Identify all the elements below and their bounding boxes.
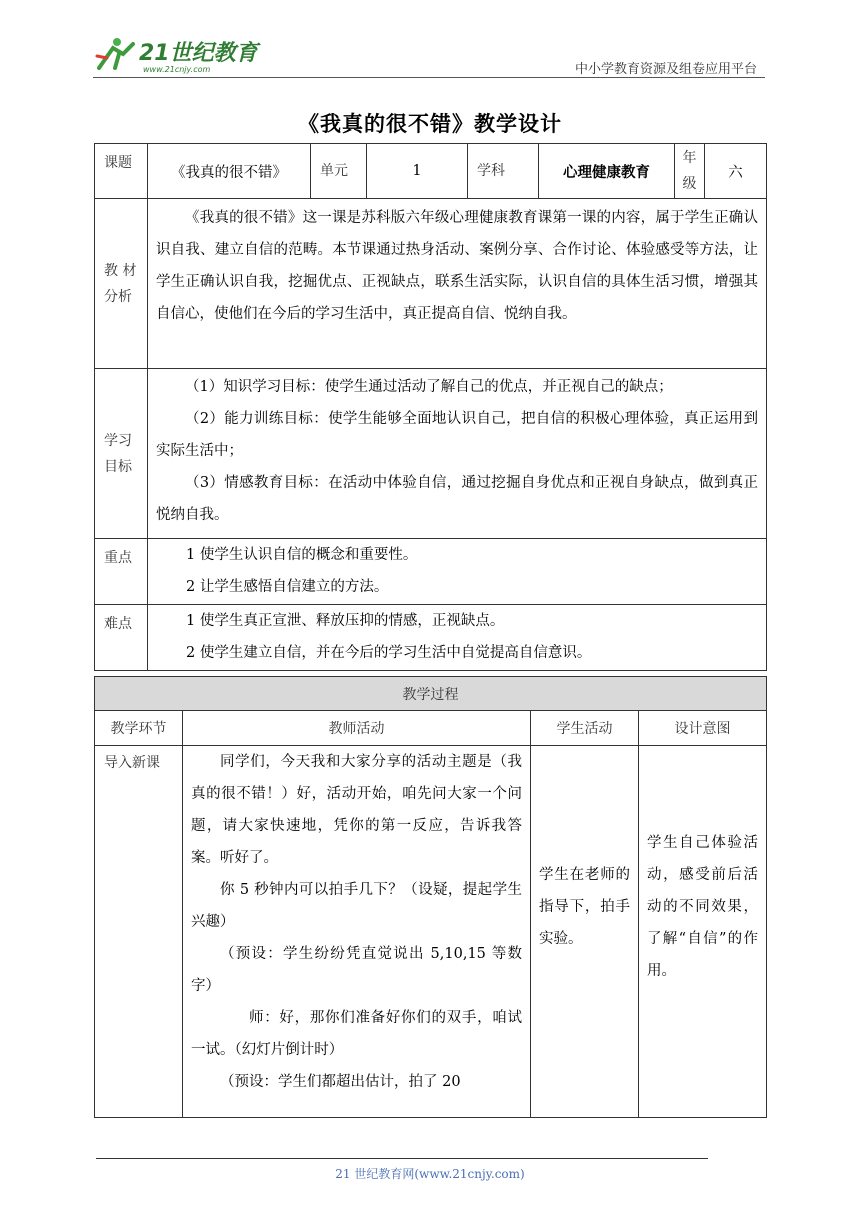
objectives-label: 学习 目标: [95, 369, 148, 539]
col-design: 设计意图: [639, 711, 767, 746]
footer-text: 21 世纪教育网(www.21cnjy.com): [335, 1167, 525, 1181]
teacher-para: 你 5 秒钟内可以拍手几下？（设疑，提起学生兴趣）: [191, 882, 522, 930]
difficulty-item: 1 使学生真正宣泄、释放压抑的情感，正视缺点。: [186, 613, 505, 629]
col-teacher: 教师活动: [183, 711, 531, 746]
key-point-item: 1 使学生认识自信的概念和重要性。: [186, 547, 418, 563]
subject-label: 学科: [468, 144, 539, 199]
course-value: 《我真的很不错》: [148, 144, 311, 199]
key-point-item: 2 让学生感悟自信建立的方法。: [186, 579, 389, 595]
page-header: [93, 30, 765, 80]
site-name: 中小学教育资源及组卷应用平台: [574, 62, 757, 77]
objective-item: （3）情感教育目标：在活动中体验自信，通过挖掘自身优点和正视自身缺点，做到真正悦纳自我。: [156, 475, 758, 523]
difficulties-list: [148, 605, 767, 671]
process-heading: 教学过程: [95, 677, 767, 711]
grade-label: 年 级: [675, 144, 705, 199]
lesson-info-table: [94, 143, 767, 671]
teacher-para: 同学们，今天我和大家分享的活动主题是（我真的很不错！）好，活动开始，咱先问大家一个问题，请大家快速地，凭你的第一反应，告诉我答案。听好了。: [191, 754, 522, 866]
footer-divider: [96, 1158, 708, 1159]
header-divider: [93, 77, 765, 78]
teacher-para: （预设：学生纷纷凭直觉说出 5,10,15 等数字）: [191, 946, 522, 994]
design-intent: 学生自己体验活动，感受前后活动的不同效果，了解“自信”的作用。: [639, 746, 767, 1118]
objective-item: （2）能力训练目标：使学生能够全面地认识自己，把自信的积极心理体验，真正运用到实际生活中；: [156, 411, 758, 459]
svg-text:www.21cnjy.com: www.21cnjy.com: [143, 65, 211, 74]
objectives-list: [148, 369, 767, 539]
key-points-label: 重点: [95, 539, 148, 605]
table-row: [95, 746, 767, 1118]
unit-label: 单元: [311, 144, 367, 199]
stage-cell: 导入新课: [95, 746, 183, 1118]
col-student: 学生活动: [531, 711, 639, 746]
svg-text:21世纪教育: 21世纪教育: [139, 41, 258, 66]
analysis-label: 教 材 分析: [95, 199, 148, 369]
analysis-text: 《我真的很不错》这一课是苏科版六年级心理健康教育课第一课的内容，属于学生正确认识自我、建立自信的范畴。本节课通过热身活动、案例分享、合作讨论、体验感受等方法，让学生正确认识自我，挖掘优点、正视缺点，联系生活实际，认识自信的具体生活习惯，增强其自信心，使他们在今后的学习生活中，真正提高自信、悦纳自我。: [148, 199, 767, 369]
logo-21cnjy: [93, 34, 263, 76]
objective-item: （1）知识学习目标：使学生通过活动了解自己的优点，并正视自己的缺点；: [185, 379, 673, 395]
grade-value: 六: [705, 144, 767, 199]
teacher-para: 师：好，那你们准备好你们的双手，咱试一试。（幻灯片倒计时）: [191, 1010, 522, 1058]
subject-value: 心理健康教育: [539, 144, 675, 199]
col-stage: 教学环节: [95, 711, 183, 746]
document-title: 《我真的很不错》教学设计: [298, 111, 562, 136]
difficulty-item: 2 使学生建立自信，并在今后的学习生活中自觉提高自信意识。: [186, 645, 592, 661]
student-activity: 学生在老师的指导下，拍手实验。: [531, 746, 639, 1118]
unit-value: 1: [367, 144, 468, 199]
teaching-process-table: [94, 676, 767, 1118]
teacher-activity: [183, 746, 531, 1118]
key-points-list: [148, 539, 767, 605]
course-label: 课题: [95, 144, 148, 199]
difficulties-label: 难点: [95, 605, 148, 671]
teacher-para: （预设：学生们都超出估计，拍了 20: [220, 1074, 461, 1090]
